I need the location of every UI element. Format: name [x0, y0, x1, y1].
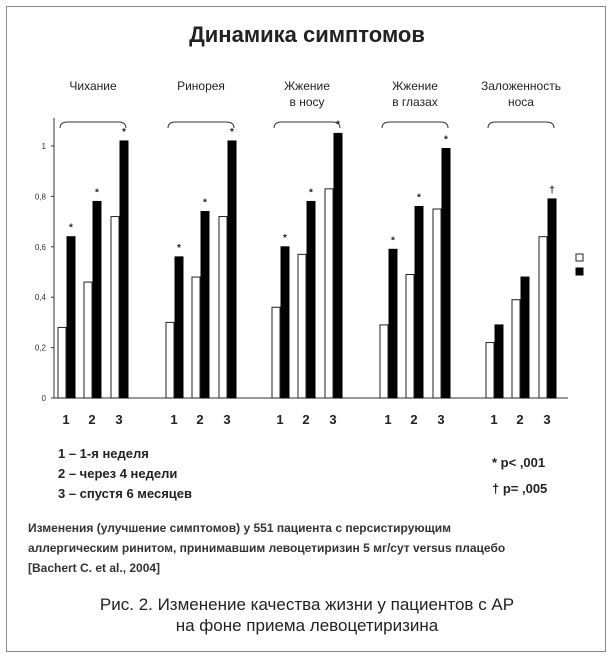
bar-white — [58, 327, 66, 398]
bar-white — [219, 217, 227, 398]
legend-item-1: 1 – 1-я неделя — [58, 446, 149, 461]
significance-marker: * — [69, 222, 73, 234]
bar-white — [272, 307, 280, 398]
significance-marker: * — [309, 187, 313, 199]
time-point-label: 1 — [490, 412, 498, 427]
bar-black — [521, 277, 529, 398]
y-tick-label: 0,4 — [34, 293, 46, 303]
bar-black — [120, 141, 128, 398]
significance-marker: * — [177, 242, 181, 254]
significance-marker: * — [444, 134, 448, 146]
significance-marker: * — [283, 232, 287, 244]
category-label: носа — [508, 95, 534, 109]
time-point-label: 3 — [223, 412, 231, 427]
bar-black — [175, 257, 183, 398]
bar-white — [84, 282, 92, 398]
significance-marker: * — [230, 126, 234, 138]
y-tick-label: 0,2 — [34, 343, 46, 353]
significance-item-2: † p= ,005 — [492, 481, 548, 496]
bar-white — [433, 209, 441, 398]
category-label: Ринорея — [177, 79, 225, 93]
significance-marker: * — [95, 187, 99, 199]
note-line-2: аллергическим ринитом, принимавшим левоцетиризин 5 мг/сут versus плацебо — [28, 541, 506, 555]
legend-swatch-black — [576, 268, 583, 275]
significance-item-1: * p< ,001 — [492, 455, 546, 470]
time-point-label: 1 — [170, 412, 178, 427]
significance-marker: * — [122, 126, 126, 138]
category-label: Чихание — [69, 79, 117, 93]
group-bracket — [274, 122, 340, 128]
bar-white — [486, 343, 494, 398]
bar-black — [307, 201, 315, 398]
time-point-label: 2 — [410, 412, 418, 427]
bar-white — [166, 322, 174, 398]
bar-black — [442, 149, 450, 398]
significance-marker: † — [549, 184, 555, 196]
bar-black — [67, 237, 75, 398]
significance-marker: * — [391, 235, 395, 247]
caption-line-1: Рис. 2. Изменение качества жизни у пациентов с АР — [99, 595, 515, 614]
bar-black — [548, 199, 556, 398]
group-bracket — [488, 122, 554, 128]
significance-legend — [492, 450, 547, 502]
time-point-label: 3 — [543, 412, 551, 427]
bar-white — [111, 217, 119, 398]
bar-white — [512, 300, 520, 398]
legend-item-2: 2 – через 4 недели — [58, 466, 178, 481]
bar-black — [201, 212, 209, 398]
bar-white — [325, 189, 333, 398]
time-point-label: 2 — [88, 412, 96, 427]
legend-item-3: 3 – спустя 6 месяцев — [58, 486, 193, 501]
bar-black — [93, 201, 101, 398]
category-label: в носу — [289, 95, 325, 109]
y-tick-label: 0 — [41, 394, 46, 403]
bar-white — [380, 325, 388, 398]
time-point-label: 1 — [384, 412, 392, 427]
time-point-label: 2 — [516, 412, 524, 427]
bar-black — [415, 206, 423, 398]
bar-black — [334, 133, 342, 398]
study-note — [28, 518, 588, 578]
time-point-legend — [58, 444, 192, 504]
time-point-label: 1 — [276, 412, 284, 427]
chart-title: Динамика симптомов — [189, 22, 425, 47]
significance-marker: * — [417, 192, 421, 204]
category-label: Жжение — [392, 79, 438, 93]
time-point-label: 2 — [302, 412, 310, 427]
note-line-3: [Bachert C. et al., 2004] — [28, 561, 161, 575]
y-tick-label: 0,6 — [34, 242, 46, 252]
bar-black — [389, 249, 397, 398]
caption-line-2: на фоне приема левоцетиризина — [175, 616, 439, 635]
time-point-label: 2 — [196, 412, 204, 427]
category-label: в глазах — [392, 95, 438, 109]
bar-black — [281, 247, 289, 398]
time-point-label: 1 — [62, 412, 70, 427]
bar-white — [192, 277, 200, 398]
bar-white — [298, 254, 306, 398]
bar-white — [539, 237, 547, 398]
category-label: Заложенность — [481, 79, 561, 93]
note-line-1: Изменения (улучшение симптомов) у 551 пациента с персистирующим — [28, 521, 452, 535]
y-tick-label: 1 — [41, 142, 46, 151]
legend-swatch-white — [576, 254, 583, 261]
bar-black — [228, 141, 236, 398]
category-label: Жжение — [284, 79, 330, 93]
group-bracket — [168, 122, 234, 128]
time-point-label: 3 — [115, 412, 123, 427]
bar-black — [495, 325, 503, 398]
group-bracket — [382, 122, 448, 128]
significance-marker: * — [203, 197, 207, 209]
time-point-label: 3 — [437, 412, 445, 427]
time-point-label: 3 — [329, 412, 337, 427]
group-bracket — [60, 122, 126, 128]
figure-caption — [0, 594, 614, 636]
bar-white — [406, 275, 414, 398]
significance-marker: * — [336, 119, 340, 131]
y-tick-label: 0,8 — [34, 192, 46, 202]
